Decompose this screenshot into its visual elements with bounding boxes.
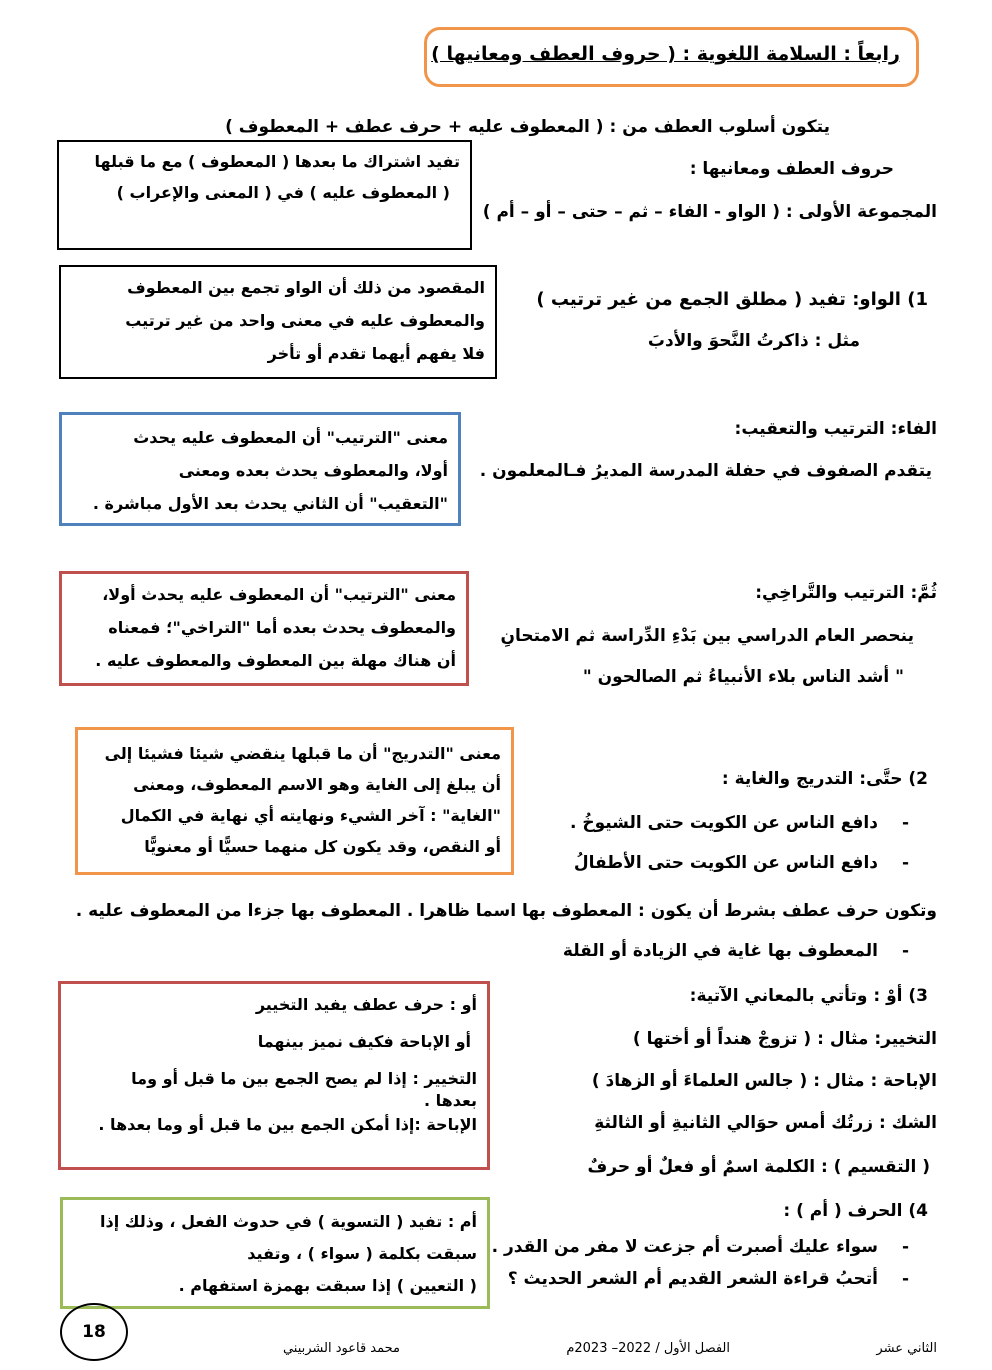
group1-box [57, 140, 472, 250]
box-line: "التعقيب" أن الثاني يحدث بعد الأول مباشرة . [92, 494, 448, 513]
thumma-example-1: ينحصر العام الدراسي بين بَدْءِ الدِّراسة ثم الامتحانِ [500, 626, 914, 646]
footer-grade: الثاني عشر [876, 1341, 937, 1356]
hatta-heading: 2) حتَّى: التدريج والغاية : [721, 769, 928, 789]
bullet: - [901, 941, 909, 961]
hatta-example-2: دافع الناس عن الكويت حتى الأطفالُ [573, 853, 878, 873]
box-line: ( التعيين ) إذا سبقت بهمزة استفهام . [178, 1276, 477, 1295]
thumma-example-2: " أشد الناس بلاء الأنبياءُ ثم الصالحون " [582, 667, 904, 687]
box-line: سبقت بكلمة ( سواء ) ، وتفيد [247, 1244, 477, 1263]
hatta-condition-2: المعطوف بها غاية في الزيادة أو القلة [562, 941, 878, 961]
box-line: معنى "الترتيب" أن المعطوف عليه يحدث أولا، [102, 585, 456, 604]
aw-takhyeer: التخيير: مثال : ( تزوجْ هنداً أو أختها ) [632, 1029, 937, 1049]
am-heading: 4) الحرف ( أم ) : [783, 1201, 928, 1221]
aw-heading: 3) أوْ : وتأتي بالمعاني الآتية: [689, 986, 928, 1006]
thumma-heading: ثُمَّ: الترتيب والتَّراخِي: [755, 583, 937, 603]
box-line: أو النقص، وقد يكون كل منهما حسيًّا أو معنويًّا [144, 837, 501, 856]
faa-heading: الفاء: الترتيب والتعقيب: [734, 419, 937, 439]
aw-taqseem: ( التقسيم ) : الكلمة اسمٌ أو فعلٌ أو حرفٌ [587, 1157, 930, 1177]
box-line: أو : حرف عطف يفيد التخيير [255, 995, 477, 1014]
aw-ibaha: الإباحة : مثال : ( جالس العلماءَ أو الزهادَ ) [591, 1071, 937, 1091]
footer-author: محمد قاعود الشربيني [282, 1341, 400, 1356]
aw-shakk: الشك : زرتُك أمس حوَالي الثانيةِ أو الثالثةِ [594, 1113, 937, 1133]
structure-line: يتكون أسلوب العطف من : ( المعطوف عليه + حرف عطف + المعطوف ) [225, 117, 830, 137]
am-example-2: أتحبُ قراءة الشعر القديم أم الشعر الحديث ؟ [507, 1269, 878, 1289]
bullet: - [901, 1269, 909, 1289]
box-line: معنى "التدريج" أن ما قبلها ينقضي شيئا فشيئا إلى [104, 744, 501, 763]
waw-example: مثل : ذاكرتُ النَّحوَ والأدبَ [647, 331, 860, 351]
box-line: أن هناك مهلة بين المعطوف والمعطوف عليه . [95, 651, 456, 670]
group1-line: المجموعة الأولى : ( الواو - الفاء – ثم – حتى – أو – أم ) [482, 202, 937, 222]
hatta-box [75, 727, 514, 875]
box-line: والمعطوف عليه في معنى واحد من غير ترتيب [125, 311, 485, 330]
page-number: 18 [82, 1322, 106, 1342]
bullet: - [901, 813, 909, 833]
waw-box [59, 265, 497, 379]
box-line: أن يبلغ إلى الغاية وهو الاسم المعطوف، ومعنى [133, 775, 501, 794]
page-title: رابعاً : السلامة اللغوية : ( حروف العطف ومعانيها ) [431, 43, 900, 65]
box-line: فلا يفهم أيهما تقدم أو تأخر [267, 344, 485, 363]
box-line: معنى "الترتيب" أن المعطوف عليه يحدث [133, 428, 448, 447]
box-line: أو الإباحة فكيف نميز بينهما [257, 1032, 471, 1051]
am-box [60, 1197, 490, 1309]
title-box [424, 27, 919, 87]
thumma-box [59, 571, 469, 686]
faa-example: يتقدم الصفوف في حفلة المدرسة المديرُ فـالمعلمون . [479, 461, 932, 481]
page-number-badge [60, 1303, 128, 1361]
box-line: "الغاية" : آخر الشيء ونهايته أي نهاية في الكمال [120, 806, 501, 825]
bullet: - [901, 1237, 909, 1257]
box-line: ( المعطوف عليه ) في ( المعنى والإعراب ) [116, 183, 450, 202]
box-line: الإباحة :إذا أمكن الجمع بين ما قبل أو وما بعدها . [98, 1115, 477, 1134]
box-line: المقصود من ذلك أن الواو تجمع بين المعطوف [127, 278, 485, 297]
aw-box [58, 981, 490, 1170]
box-line: أم : تفيد ( التسوية ) في حدوث الفعل ، وذلك إذا [100, 1212, 477, 1231]
bullet: - [901, 853, 909, 873]
box-line: التخيير : إذا لم يصح الجمع بين ما قبل أو وما [131, 1069, 477, 1088]
box-line: تفيد اشتراك ما بعدها ( المعطوف ) مع ما قبلها [94, 152, 460, 171]
subtitle: حروف العطف ومعانيها : [689, 159, 894, 179]
faa-box [59, 412, 461, 526]
box-line: بعدها . [423, 1091, 477, 1110]
am-example-1: سواء عليك أصبرت أم جزعت لا مفر من القدر . [491, 1237, 878, 1257]
hatta-example-1: دافع الناس عن الكويت حتى الشيوخُ . [569, 813, 878, 833]
footer-term: الفصل الأول / 2022– 2023م [566, 1341, 730, 1356]
box-line: والمعطوف يحدث بعده أما "التراخي"؛ فمعناه [108, 618, 456, 637]
box-line: أولا، والمعطوف يحدث بعده ومعنى [178, 461, 448, 480]
hatta-condition: وتكون حرف عطف بشرط أن يكون : المعطوف بها اسما ظاهرا . المعطوف بها جزءا من المعطوف عليه . [75, 901, 937, 921]
waw-heading: 1) الواو: تفيد ( مطلق الجمع من غير ترتيب ) [536, 289, 928, 310]
